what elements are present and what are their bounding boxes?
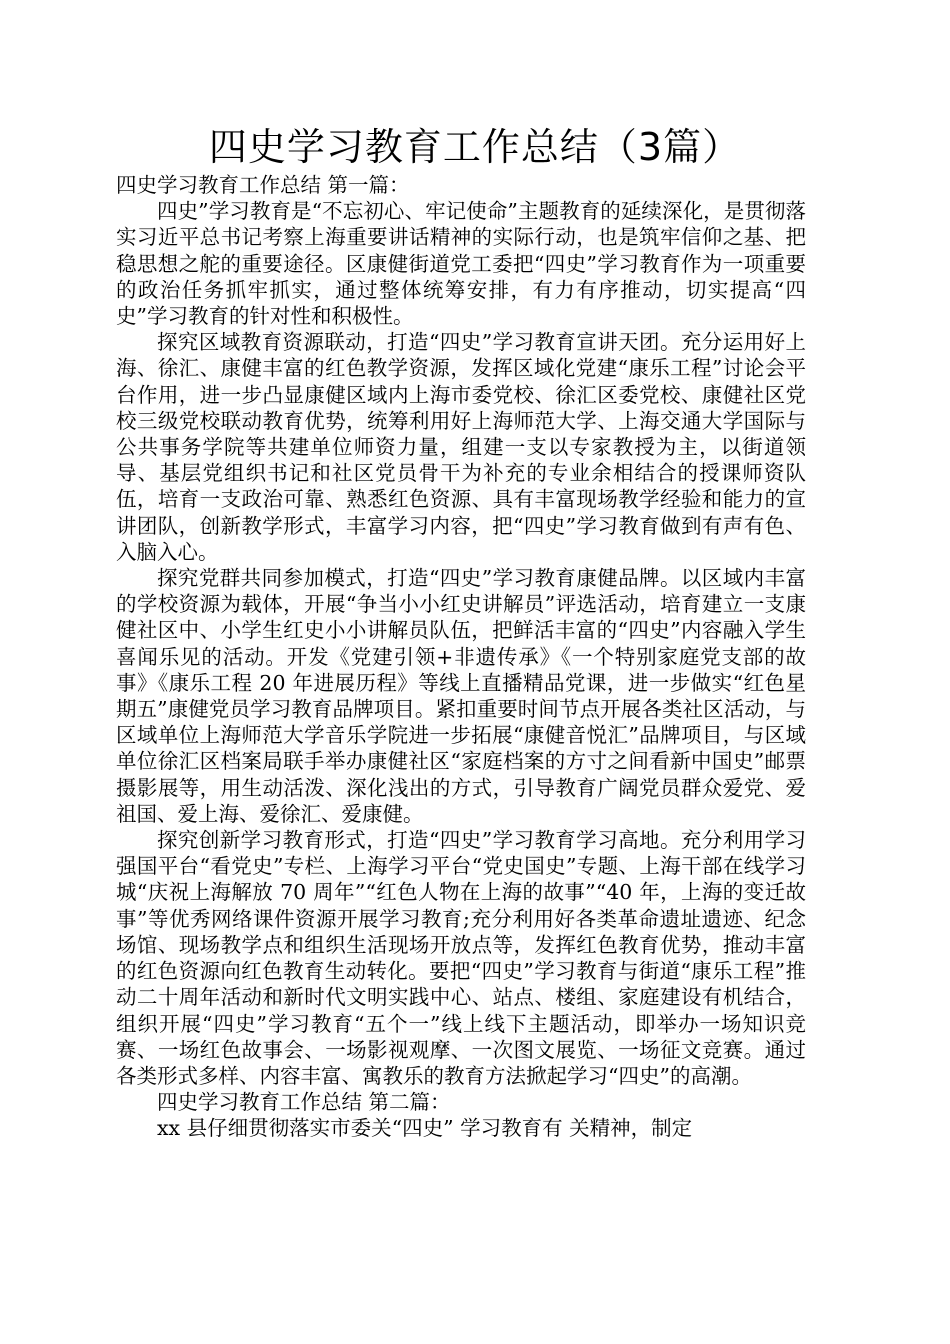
section-2-first-line: xx 县仔细贯彻落实市委关“四史” 学习教育有 关精神，制定 xyxy=(157,1116,693,1141)
paragraph-intro: 四史”学习教育是“不忘初心、牢记使命”主题教育的延续深化，是贯彻落实习近平总书记考察上海重要讲话精神的实际行动，也是筑牢信仰之基、把稳思想之舵的重要途径。区康健街道党工委把“四史”学习教育作为一项重要的政治任务抓牢抓实，通过整体统筹安排，有力有序推动，切实提高“四史”学习教育的针对性和积极性。 xyxy=(116,199,806,329)
section-1-heading: 四史学习教育工作总结 第一篇： xyxy=(116,173,410,197)
paragraph-lecture-team: 探究区域教育资源联动，打造“四史”学习教育宣讲天团。充分运用好上海、徐汇、康健丰富的红色教学资源，发挥区域化党建“康乐工程”讨论会平台作用，进一步凸显康健区域内上海市委党校、徐汇区委党校、康健社区党校三级党校联动教育优势，统筹利用好上海师范大学、上海交通大学国际与公共事务学院等共建单位师资力量，组建一支以专家教授为主，以街道领导、基层党组织书记和社区党员骨干为补充的专业余相结合的授课师资队伍，培育一支政治可靠、熟悉红色资源、具有丰富现场教学经验和能力的宣讲团队，创新教学形式，丰富学习内容，把“四史”学习教育做到有声有色、入脑入心。 xyxy=(116,330,806,564)
paragraph-brand: 探究党群共同参加模式，打造“四史”学习教育康健品牌。以区域内丰富的学校资源为载体，开展“争当小小红史讲解员”评选活动，培育建立一支康健社区中、小学生红史小小讲解员队伍，把鲜活丰富的“四史”内容融入学生喜闻乐见的活动。开发《党建引领+非遗传承》《一个特别家庭党支部的故事》《康乐工程 20 年进展历程》等线上直播精品党课，进一步做实“红色星期五”康健党员学习教育品牌项目。紧扣重要时间节点开展各类社区活动，与区域单位上海师范大学音乐学院进一步拓展“康健音悦汇”品牌项目，与区域单位徐汇区档案局联手举办康健社区“家庭档案的方寸之间看新中国史”邮票摄影展等，用生动活泼、深化浅出的方式，引导教育广阔党员群众爱党、爱祖国、爱上海、爱徐汇、爱康健。 xyxy=(116,566,806,826)
paragraph-learning-highland: 探究创新学习教育形式，打造“四史”学习教育学习高地。充分利用学习强国平台“看党史”专栏、上海学习平台“党史国史”专题、上海干部在线学习城“庆祝上海解放 70 周年”“红色人物在上海的故事”“40 年，上海的变迁故事”等优秀网络课件资源开展学习教育;充分利用好各类革命遗址遗迹、纪念场馆、现场教学点和组织生活现场开放点等，发挥红色教育优势，推动丰富的红色资源向红色教育生动转化。要把“四史”学习教育与街道“康乐工程”推动二十周年活动和新时代文明实践中心、站点、楼组、家庭建设有机结合，组织开展“四史”学习教育“五个一”线上线下主题活动，即举办一场知识竞赛、一场红色故事会、一场影视观摩、一次图文展览、一场征文竞赛。通过各类形式多样、内容丰富、寓教乐的教育方法掀起学习“四史”的高潮。 xyxy=(116,828,806,1088)
document-title: 四史学习教育工作总结（3篇） xyxy=(208,125,742,169)
section-2-heading: 四史学习教育工作总结 第二篇： xyxy=(157,1090,451,1115)
document-body xyxy=(116,172,806,1142)
